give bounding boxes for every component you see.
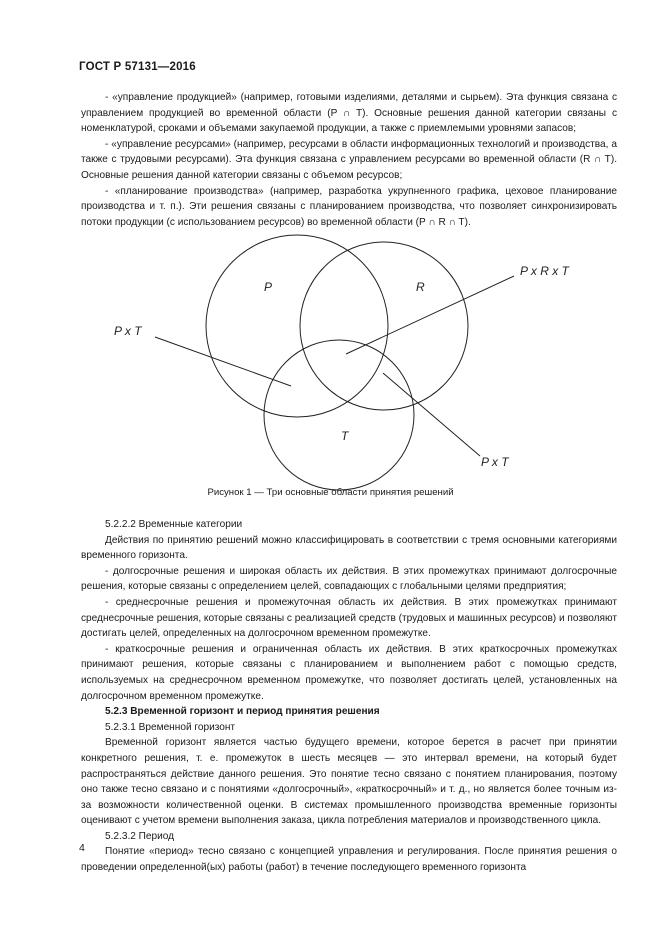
- paragraph-product-management: - «управление продукцией» (например, готовыми изделиями, деталями и сырьем). Эта функция связана с управлением продукцией во временной области (P ∩ T). Основные решения данной категории связаны с номенклатурой, сроками и объемами закупаемой продукции, а также с приемлемыми уровнями запасов;: [81, 92, 617, 135]
- circle-p: [206, 235, 388, 417]
- main-section: [81, 517, 617, 876]
- section-title-523: 5.2.3 Временной горизонт и период принятия решения: [105, 706, 380, 718]
- intro-section: [81, 90, 617, 230]
- leader-pxt-lower: [383, 373, 480, 456]
- paragraph-short-term: - краткосрочные решения и ограниченная область их действия. В этих краткосрочных промежутках принимают решения, которые связаны с планированием и выполнением работ с помощью средств, используемых на среднесрочном временном промежутке, что позволяет достигать целей, установленных на долгосрочном временном промежутке.: [81, 643, 617, 702]
- leader-pxt: [155, 337, 291, 386]
- circle-r: [300, 242, 468, 410]
- label-t: T: [341, 429, 349, 443]
- label-pxt-lower: P x T: [481, 455, 509, 469]
- subsection-title-5232: 5.2.3.2 Период: [105, 830, 175, 842]
- paragraph-production-planning: - «планирование производства» (например, разработка укрупненного графика, цеховое планирование производства и т. п.). Эти решения связаны с планированием производства, что позволяет синхронизировать потоки продукции (с использованием ресурсов) во временной области (P ∩ R ∩ T).: [81, 185, 617, 228]
- label-p: P: [264, 280, 273, 294]
- paragraph-medium-term: - среднесрочные решения и промежуточная область их действия. В этих промежутках принимают среднесрочные решения, которые связаны с реализацией средств (трудовых и машинных ресурсов) и позволяют достигать целей, определенных на долгосрочном временном промежутке.: [81, 596, 617, 640]
- leader-pxrxt: [346, 276, 514, 354]
- subsection-title-5222: 5.2.2.2 Временные категории: [105, 519, 243, 530]
- circle-t: [264, 340, 414, 490]
- label-pxrxt: P x R x T: [520, 264, 569, 278]
- paragraph-time-horizon: Временной горизонт является частью будущего времени, которое берется в расчет при принятии конкретного решения, т. е. промежуток в шесть месяцев — это интервал времени, на который будет распространяться действие данного решения. Это понятие тесно связано с понятием планирования, поэтому оно также тесно связано и с понятиями «долгосрочный», «краткосрочный» и т. д., но является более точным из-за возможности количественной оценки. В системах промышленного производства временные горизонты оценивают с учетом времени выполнения заказа, цикла потребления материалов и производственного цикла.: [81, 737, 617, 827]
- paragraph-categories-intro: Действия по принятию решений можно классифицировать в соответствии с тремя основными категориями временного горизонта.: [81, 534, 617, 562]
- label-pxt: P x T: [114, 324, 142, 338]
- paragraph-resource-management: - «управление ресурсами» (например, ресурсами в области информационных технологий и производства, а также с трудовыми ресурсами). Эта функция связана с управлением ресурсами во временной области (R ∩ T). Основные решения данной категории связаны с объемом ресурсов;: [81, 138, 617, 181]
- label-r: R: [416, 280, 425, 294]
- figure-caption: Рисунок 1 — Три основные области принятия решений: [207, 487, 454, 498]
- subsection-title-5231: 5.2.3.1 Временной горизонт: [105, 721, 236, 733]
- paragraph-period: Понятие «период» тесно связано с концепцией управления и регулирования. После принятия решения о проведении определенной(ых) работы (работ) в течение последующего временного горизонта: [81, 846, 617, 874]
- standard-header: ГОСТ Р 57131—2016: [79, 61, 196, 73]
- page-number: 4: [79, 842, 85, 854]
- paragraph-long-term: - долгосрочные решения и широкая область их действия. В этих промежутках принимают долгосрочные решения, которые связаны с определением целей, совпадающих с глобальными целями предприятия;: [81, 565, 617, 593]
